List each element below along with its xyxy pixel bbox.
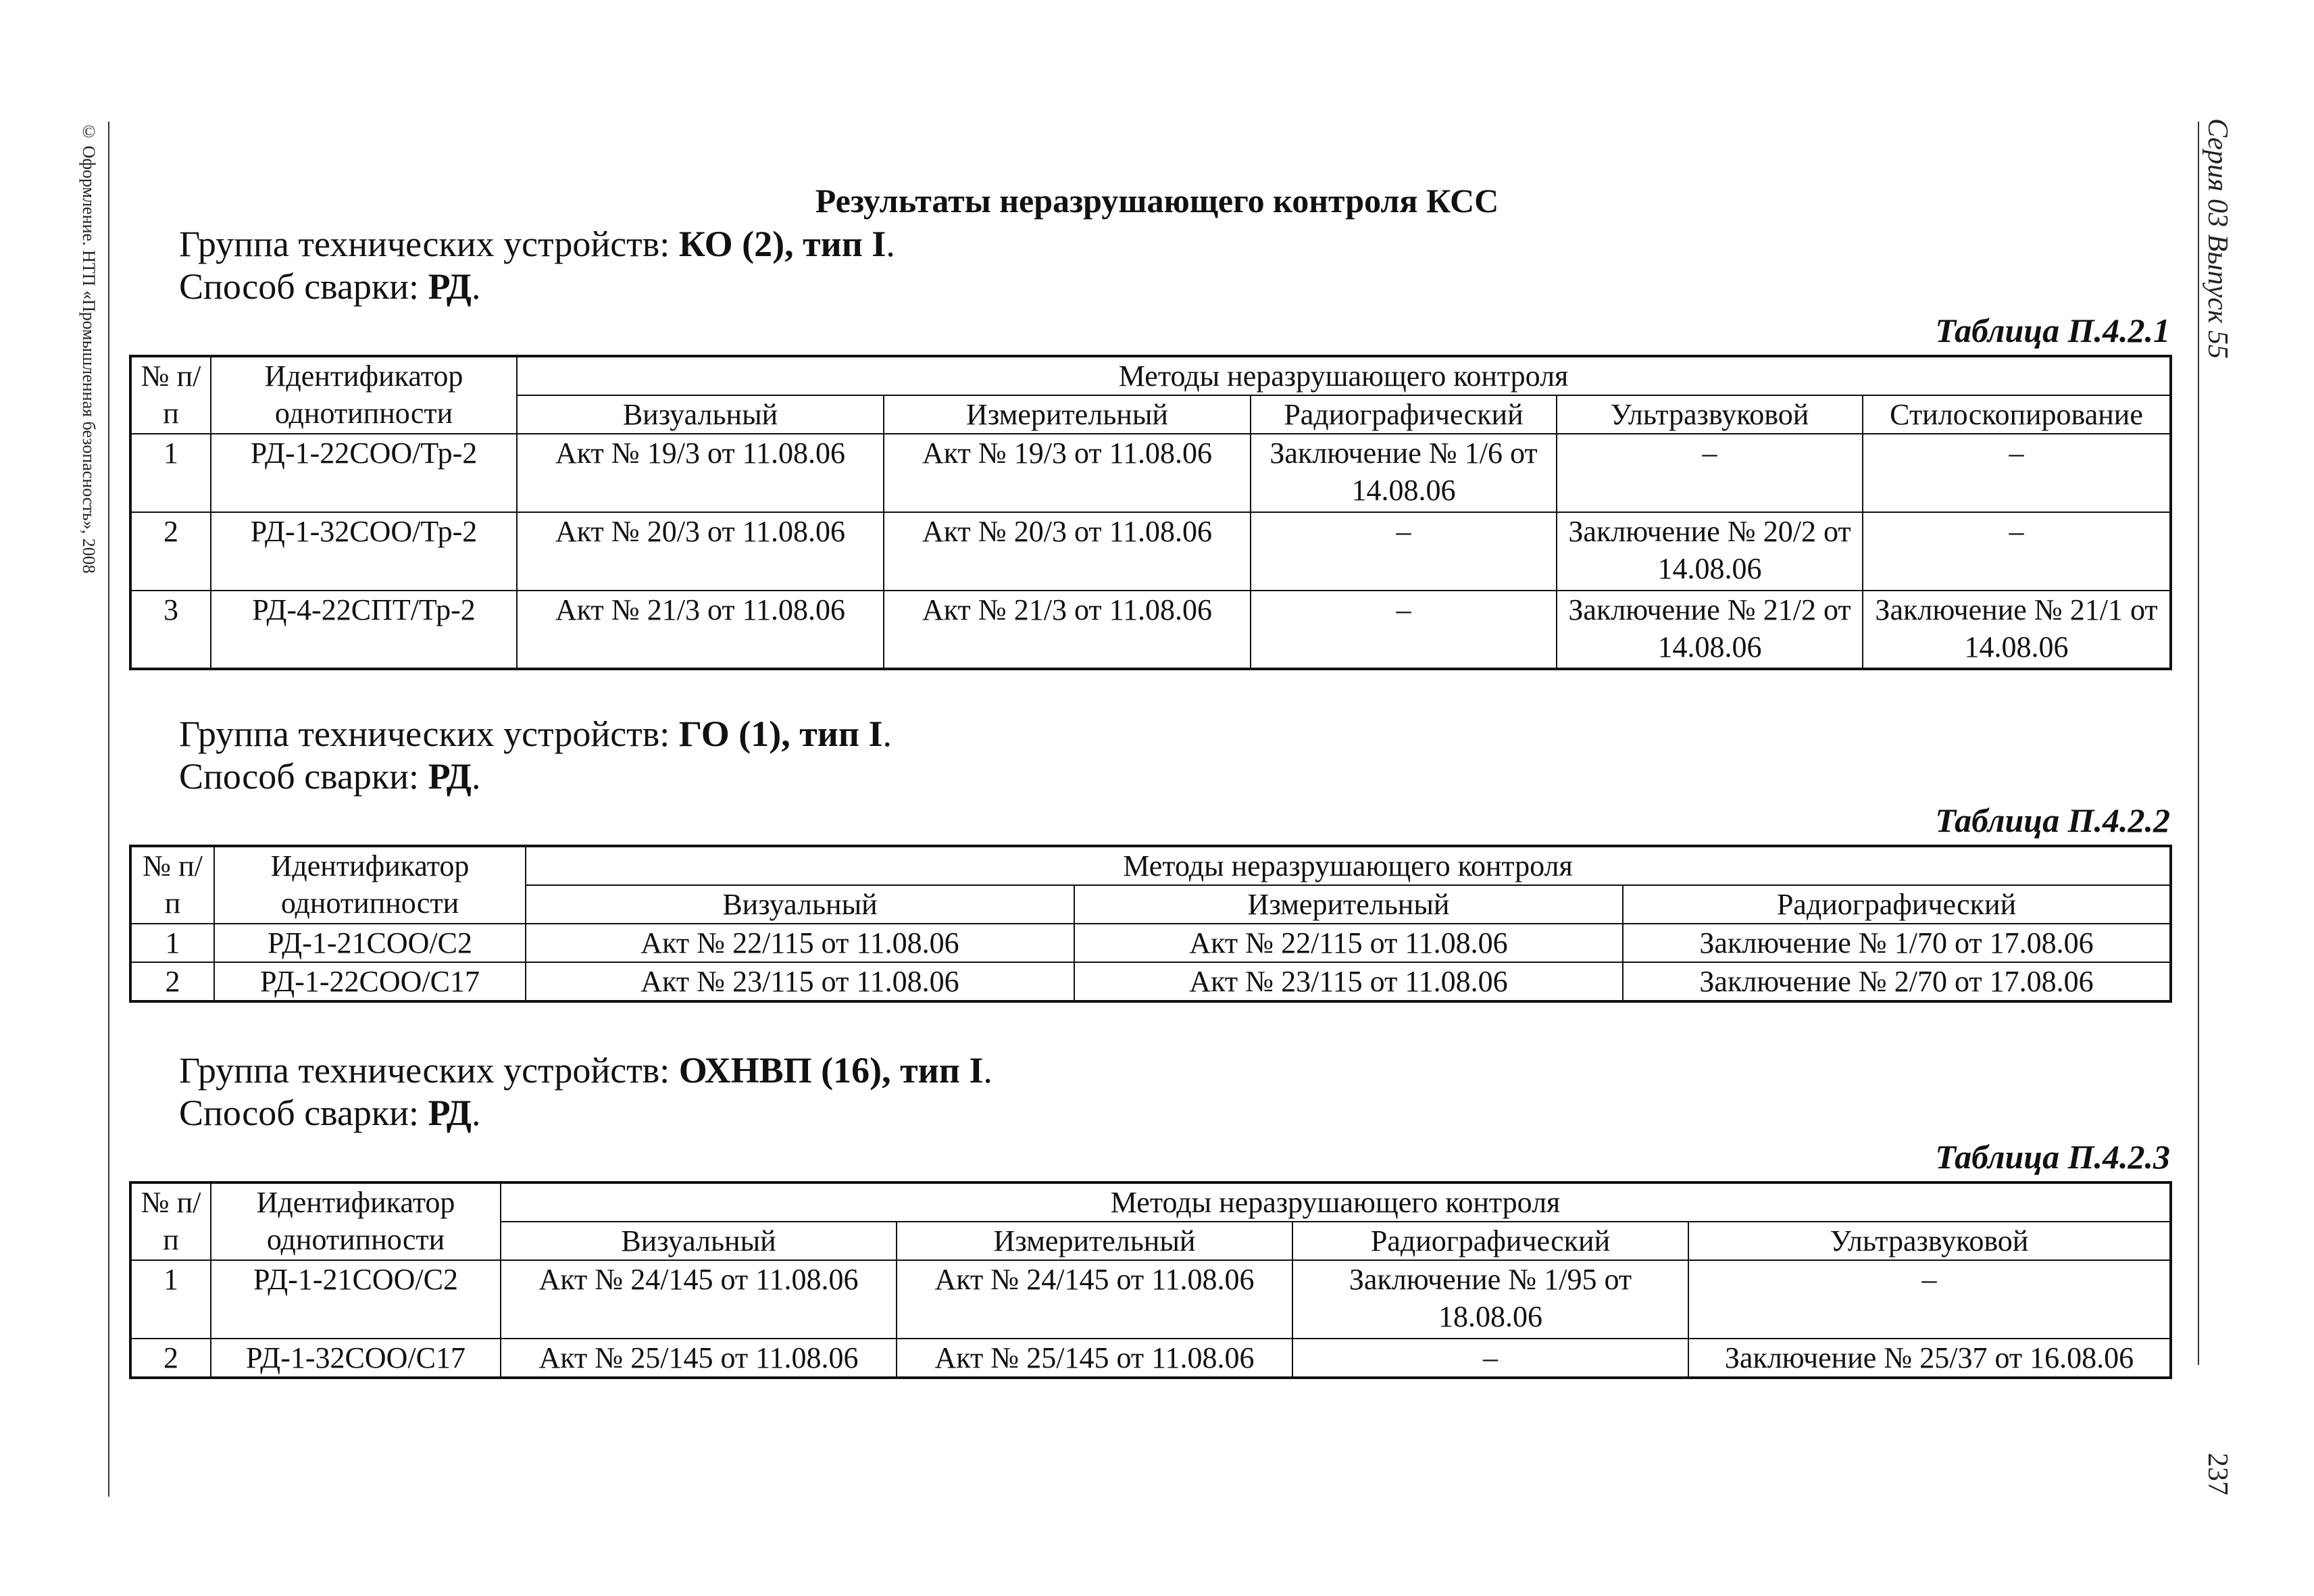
ndt-table-3 bbox=[129, 1181, 2172, 1379]
weld-label: Способ сварки: bbox=[179, 266, 420, 307]
table-cell: Акт № 20/3 от 11.08.06 bbox=[517, 512, 884, 591]
table-cell: 1 bbox=[130, 924, 214, 962]
page-number: 237 bbox=[2202, 1453, 2233, 1495]
col-header-id: Идентификатор однотипности bbox=[211, 356, 517, 434]
col-header-id: Идентификатор однотипности bbox=[211, 1182, 501, 1260]
weld-label: Способ сварки: bbox=[179, 1093, 420, 1133]
method-header: Радиографический bbox=[1251, 395, 1557, 434]
method-header: Визуальный bbox=[517, 395, 884, 434]
table-cell: Акт № 22/115 от 11.08.06 bbox=[1074, 924, 1623, 962]
table-cell: 2 bbox=[130, 512, 211, 591]
ndt-table-1 bbox=[129, 355, 2172, 670]
table-cell: Заключение № 21/2 от 14.08.06 bbox=[1557, 591, 1863, 669]
table-cell: Акт № 24/145 от 11.08.06 bbox=[501, 1260, 897, 1339]
col-header-methods: Методы неразрушающего контроля bbox=[517, 356, 2171, 395]
table-cell: – bbox=[1863, 512, 2171, 591]
table-cell: РД-1-32СОО/С17 bbox=[211, 1339, 501, 1378]
col-header-no: № п/п bbox=[130, 356, 211, 434]
table-cell: Акт № 20/3 от 11.08.06 bbox=[884, 512, 1251, 591]
table-cell: – bbox=[1688, 1260, 2171, 1339]
table-cell: – bbox=[1251, 512, 1557, 591]
method-header: Визуальный bbox=[501, 1222, 897, 1260]
table-cell: РД-1-22СОО/С17 bbox=[214, 962, 526, 1001]
table-cell: Акт № 22/115 от 11.08.06 bbox=[526, 924, 1074, 962]
table-cell: Акт № 25/145 от 11.08.06 bbox=[501, 1339, 897, 1378]
group-label: Группа технических устройств: bbox=[179, 714, 670, 754]
table-cell: Заключение № 20/2 от 14.08.06 bbox=[1557, 512, 1863, 591]
table-row bbox=[130, 434, 2171, 512]
table-cell: Акт № 23/115 от 11.08.06 bbox=[526, 962, 1074, 1001]
table-row bbox=[130, 512, 2171, 591]
table-cell: Заключение № 1/6 от 14.08.06 bbox=[1251, 434, 1557, 512]
group-line-1: Группа технических устройств: КО (2), тип I. bbox=[179, 224, 895, 264]
method-header: Измерительный bbox=[884, 395, 1251, 434]
group-label: Группа технических устройств: bbox=[179, 224, 670, 264]
table-header-row bbox=[130, 1182, 2171, 1222]
table-row bbox=[130, 591, 2171, 669]
method-header: Ультразвуковой bbox=[1688, 1222, 2171, 1260]
method-header: Ультразвуковой bbox=[1557, 395, 1863, 434]
table-row bbox=[130, 1260, 2171, 1339]
right-margin-rule bbox=[2198, 122, 2199, 1365]
weld-value: РД bbox=[428, 266, 472, 307]
method-header: Измерительный bbox=[897, 1222, 1292, 1260]
weld-line-3: Способ сварки: РД. bbox=[179, 1093, 481, 1133]
weld-line-2: Способ сварки: РД. bbox=[179, 756, 481, 797]
table-cell: Акт № 21/3 от 11.08.06 bbox=[884, 591, 1251, 669]
table-row bbox=[130, 924, 2171, 962]
table-cell: РД-4-22СПТ/Тр-2 bbox=[211, 591, 517, 669]
table-cell: Заключение № 2/70 от 17.08.06 bbox=[1623, 962, 2171, 1001]
method-header: Радиографический bbox=[1292, 1222, 1688, 1260]
table-cell: РД-1-21СОО/С2 bbox=[214, 924, 526, 962]
table-cell: 2 bbox=[130, 1339, 211, 1378]
method-header: Радиографический bbox=[1623, 885, 2171, 924]
table-row bbox=[130, 1339, 2171, 1378]
method-header: Визуальный bbox=[526, 885, 1074, 924]
col-header-id: Идентификатор однотипности bbox=[214, 846, 526, 924]
col-header-methods: Методы неразрушающего контроля bbox=[526, 846, 2171, 885]
method-header: Измерительный bbox=[1074, 885, 1623, 924]
table-cell: Заключение № 1/95 от 18.08.06 bbox=[1292, 1260, 1688, 1339]
table-caption-3: Таблица П.4.2.3 bbox=[1935, 1138, 2170, 1176]
table-cell: 3 bbox=[130, 591, 211, 669]
method-header: Стилоскопирование bbox=[1863, 395, 2171, 434]
col-header-no: № п/п bbox=[130, 846, 214, 924]
table-cell: Акт № 25/145 от 11.08.06 bbox=[897, 1339, 1292, 1378]
weld-label: Способ сварки: bbox=[179, 756, 420, 797]
table-cell: РД-1-32СОО/Тр-2 bbox=[211, 512, 517, 591]
table-cell: Акт № 19/3 от 11.08.06 bbox=[884, 434, 1251, 512]
weld-value: РД bbox=[428, 1093, 472, 1133]
table-cell: 2 bbox=[130, 962, 214, 1001]
table-cell: 1 bbox=[130, 434, 211, 512]
table-caption-2: Таблица П.4.2.2 bbox=[1935, 801, 2170, 839]
table-cell: – bbox=[1863, 434, 2171, 512]
table-header-row bbox=[130, 356, 2171, 395]
table-cell: 1 bbox=[130, 1260, 211, 1339]
table-cell: Акт № 19/3 от 11.08.06 bbox=[517, 434, 884, 512]
table-row bbox=[130, 962, 2171, 1001]
table-cell: Акт № 24/145 от 11.08.06 bbox=[897, 1260, 1292, 1339]
table-caption-1: Таблица П.4.2.1 bbox=[1935, 311, 2170, 349]
table-cell: – bbox=[1292, 1339, 1688, 1378]
table-cell: Акт № 23/115 от 11.08.06 bbox=[1074, 962, 1623, 1001]
table-cell: – bbox=[1251, 591, 1557, 669]
left-margin-rule bbox=[108, 122, 109, 1497]
weld-value: РД bbox=[428, 756, 472, 797]
series-margin-text: Серия 03 Выпуск 55 bbox=[2202, 118, 2233, 359]
group-line-3: Группа технических устройств: ОХНВП (16), тип I. bbox=[179, 1050, 992, 1091]
table-cell: РД-1-22СОО/Тр-2 bbox=[211, 434, 517, 512]
table-cell: Заключение № 21/1 от 14.08.06 bbox=[1863, 591, 2171, 669]
copyright-margin-text: © Оформление. НТП «Промышленная безопасность», 2008 bbox=[79, 122, 99, 574]
table-cell: Акт № 21/3 от 11.08.06 bbox=[517, 591, 884, 669]
group-value: ОХНВП (16), тип I bbox=[678, 1050, 984, 1091]
group-line-2: Группа технических устройств: ГО (1), тип I. bbox=[179, 714, 892, 754]
table-cell: – bbox=[1557, 434, 1863, 512]
table-cell: Заключение № 1/70 от 17.08.06 bbox=[1623, 924, 2171, 962]
col-header-methods: Методы неразрушающего контроля bbox=[501, 1182, 2171, 1222]
group-label: Группа технических устройств: bbox=[179, 1050, 670, 1091]
group-value: ГО (1), тип I bbox=[678, 714, 883, 754]
table-cell: Заключение № 25/37 от 16.08.06 bbox=[1688, 1339, 2171, 1378]
page-title: Результаты неразрушающего контроля КСС bbox=[815, 182, 1499, 220]
table-cell: РД-1-21СОО/С2 bbox=[211, 1260, 501, 1339]
col-header-no: № п/п bbox=[130, 1182, 211, 1260]
ndt-table-2 bbox=[129, 845, 2172, 1003]
table-header-row bbox=[130, 846, 2171, 885]
weld-line-1: Способ сварки: РД. bbox=[179, 266, 481, 307]
group-value: КО (2), тип I bbox=[678, 224, 886, 264]
